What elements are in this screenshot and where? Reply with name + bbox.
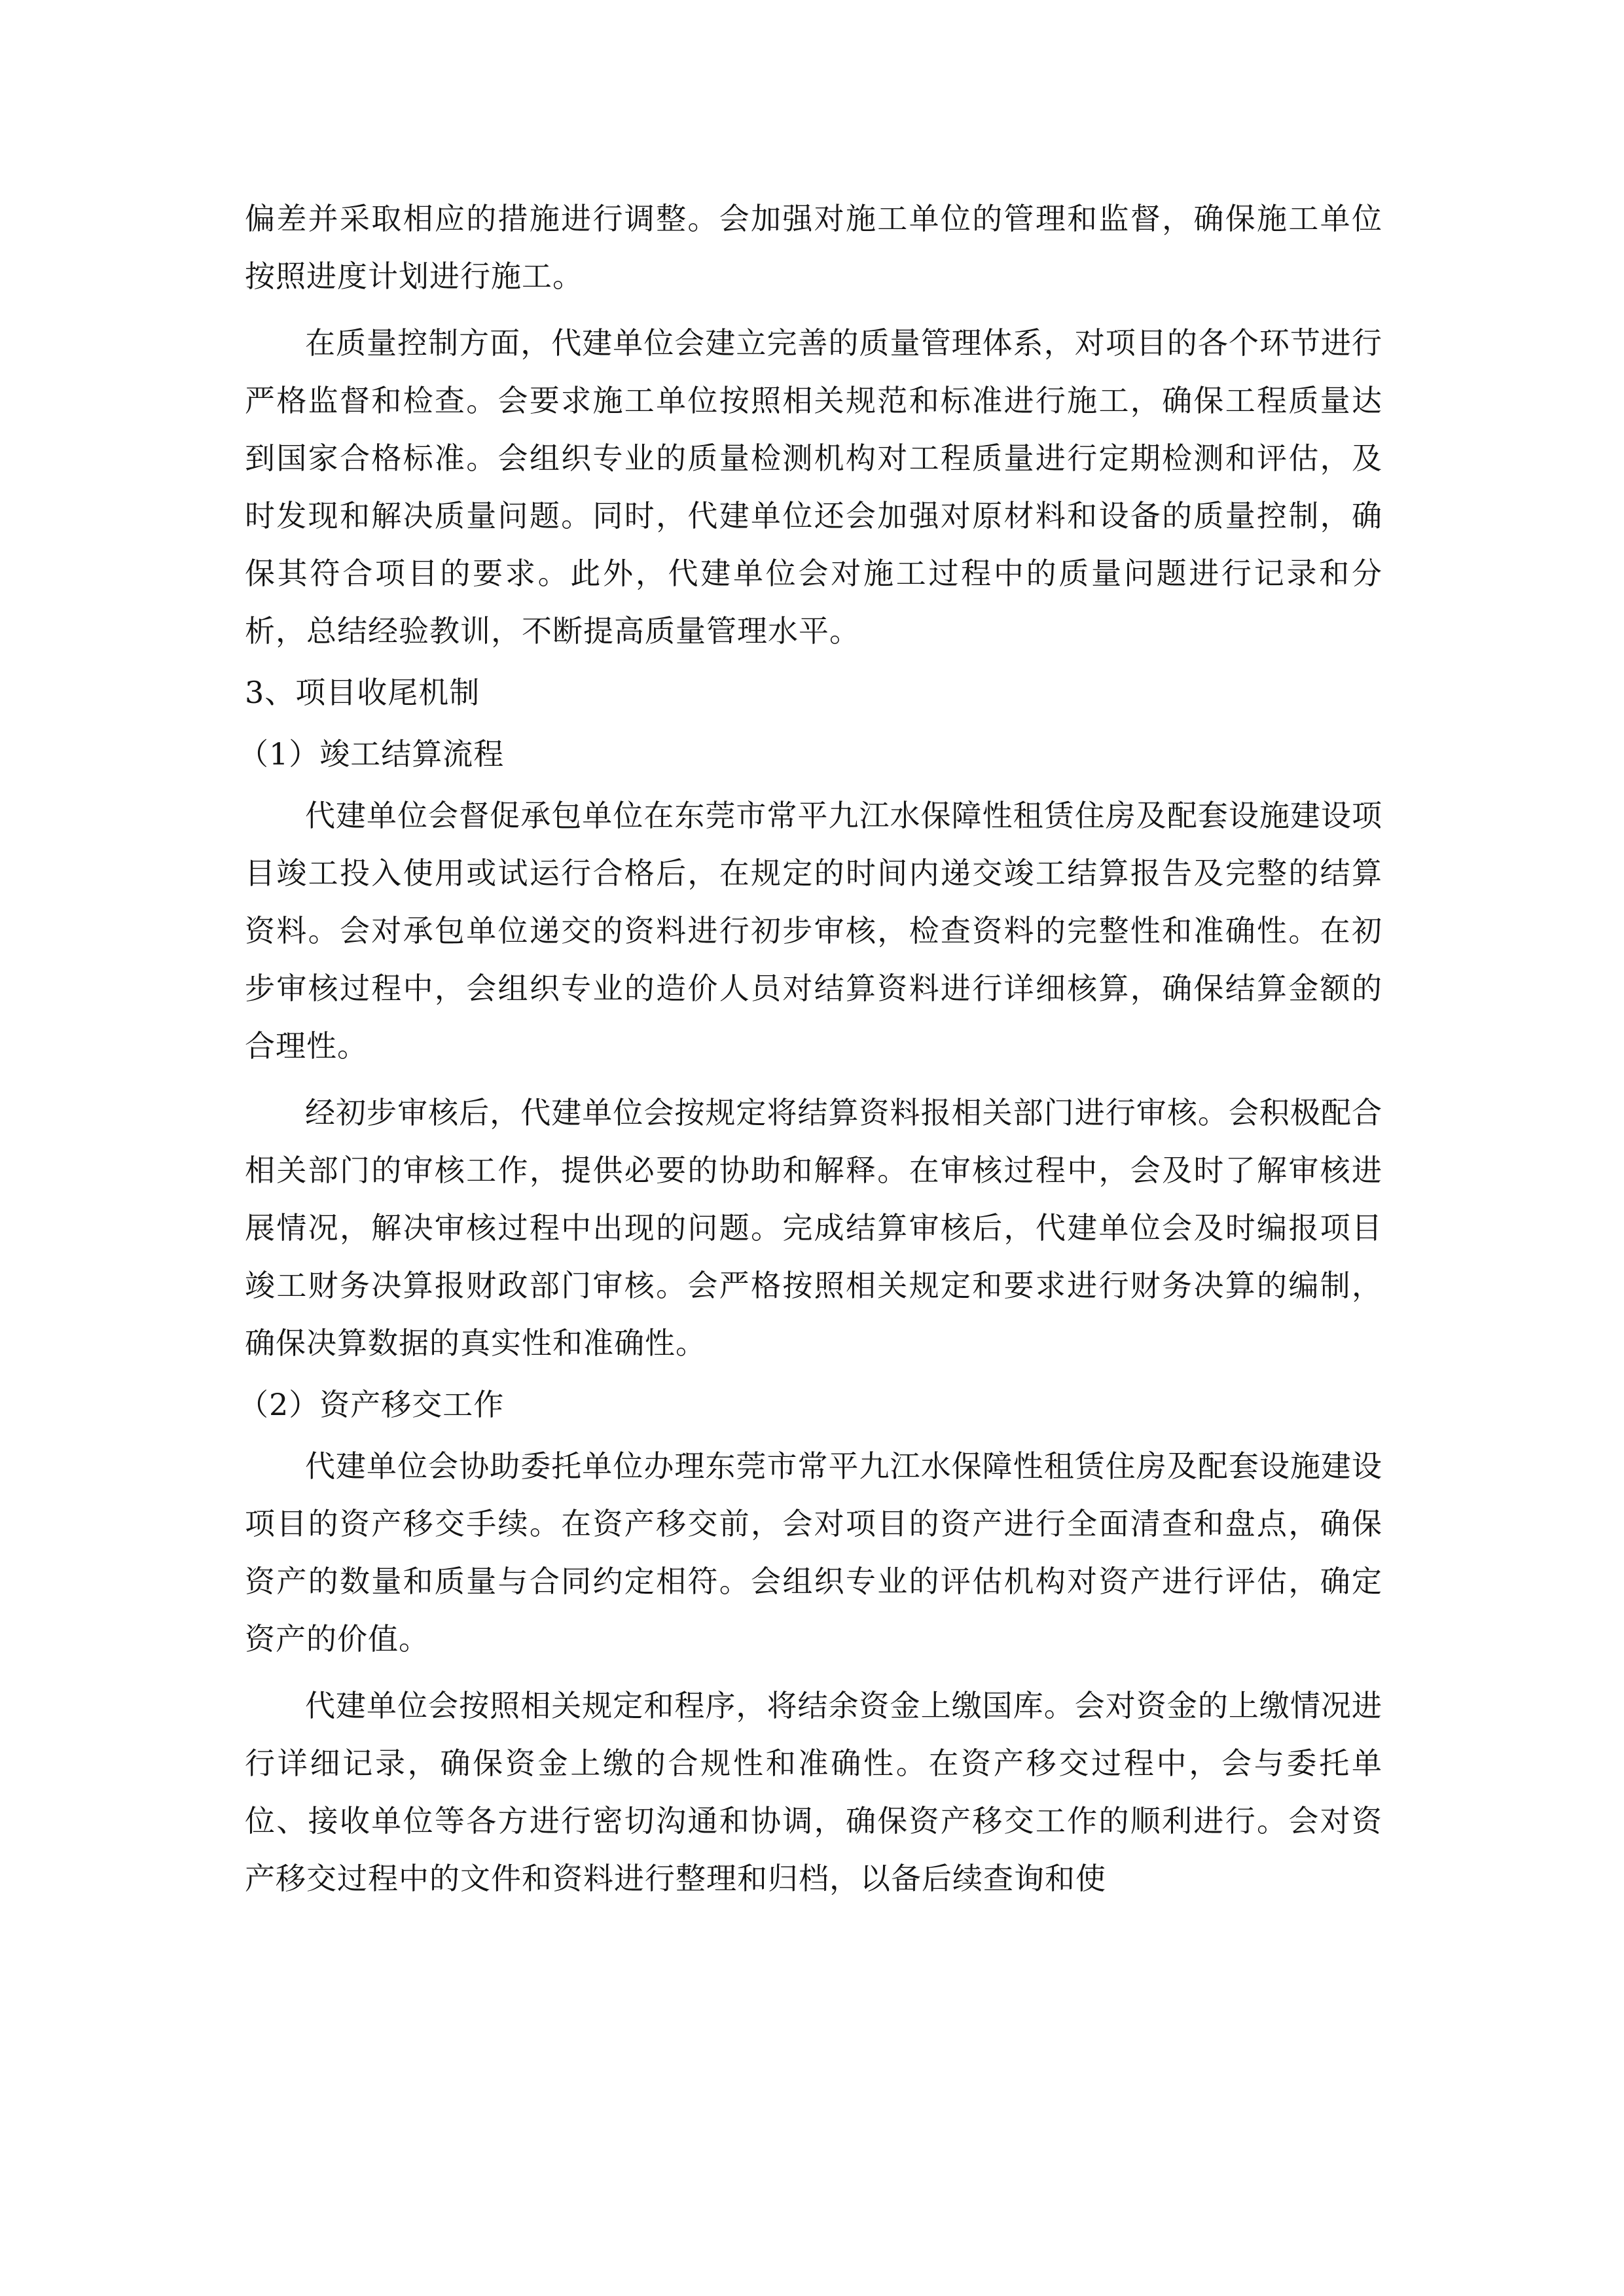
paragraph-fund-remittance: 代建单位会按照相关规定和程序，将结余资金上缴国库。会对资金的上缴情况进行详细记录，确保资金上缴的合规性和准确性。在资产移交过程中，会与委托单位、接收单位等各方进行密切沟通和协调，确保资产移交工作的顺利进行。会对资产移交过程中的文件和资料进行整理和归档，以备后续查询和使 [245,1688,1382,1896]
subheading-asset-transfer: （2）资产移交工作 [238,1387,505,1422]
paragraph-continuation: 偏差并采取相应的措施进行调整。会加强对施工单位的管理和监督，确保施工单位按照进度计划进行施工。 [245,201,1382,294]
subheading-settlement-process: （1）竣工结算流程 [238,736,505,772]
section-heading-closeout: 3、项目收尾机制 [245,675,480,710]
paragraph-quality-control: 在质量控制方面，代建单位会建立完善的质量管理体系，对项目的各个环节进行严格监督和检查。会要求施工单位按照相关规范和标准进行施工，确保工程质量达到国家合格标准。会组织专业的质量检测机构对工程质量进行定期检测和评估，及时发现和解决质量问题。同时，代建单位还会加强对原材料和设备的质量控制，确保其符合项目的要求。此外，代建单位会对施工过程中的质量问题进行记录和分析，总结经验教训，不断提高质量管理水平。 [245,325,1382,649]
paragraph-settlement-review: 经初步审核后，代建单位会按规定将结算资料报相关部门进行审核。会积极配合相关部门的审核工作，提供必要的协助和解释。在审核过程中，会及时了解审核进展情况，解决审核过程中出现的问题。完成结算审核后，代建单位会及时编报项目竣工财务决算报财政部门审核。会严格按照相关规定和要求进行财务决算的编制，确保决算数据的真实性和准确性。 [245,1095,1382,1361]
paragraph-settlement-submission: 代建单位会督促承包单位在东莞市常平九江水保障性租赁住房及配套设施建设项目竣工投入使用或试运行合格后，在规定的时间内递交竣工结算报告及完整的结算资料。会对承包单位递交的资料进行初步审核，检查资料的完整性和准确性。在初步审核过程中，会组织专业的造价人员对结算资料进行详细核算，确保结算金额的合理性。 [245,798,1382,1064]
paragraph-asset-transfer: 代建单位会协助委托单位办理东莞市常平九江水保障性租赁住房及配套设施建设项目的资产移交手续。在资产移交前，会对项目的资产进行全面清查和盘点，确保资产的数量和质量与合同约定相符。会组织专业的评估机构对资产进行评估，确定资产的价值。 [245,1448,1382,1657]
document-body [238,190,1382,1907]
